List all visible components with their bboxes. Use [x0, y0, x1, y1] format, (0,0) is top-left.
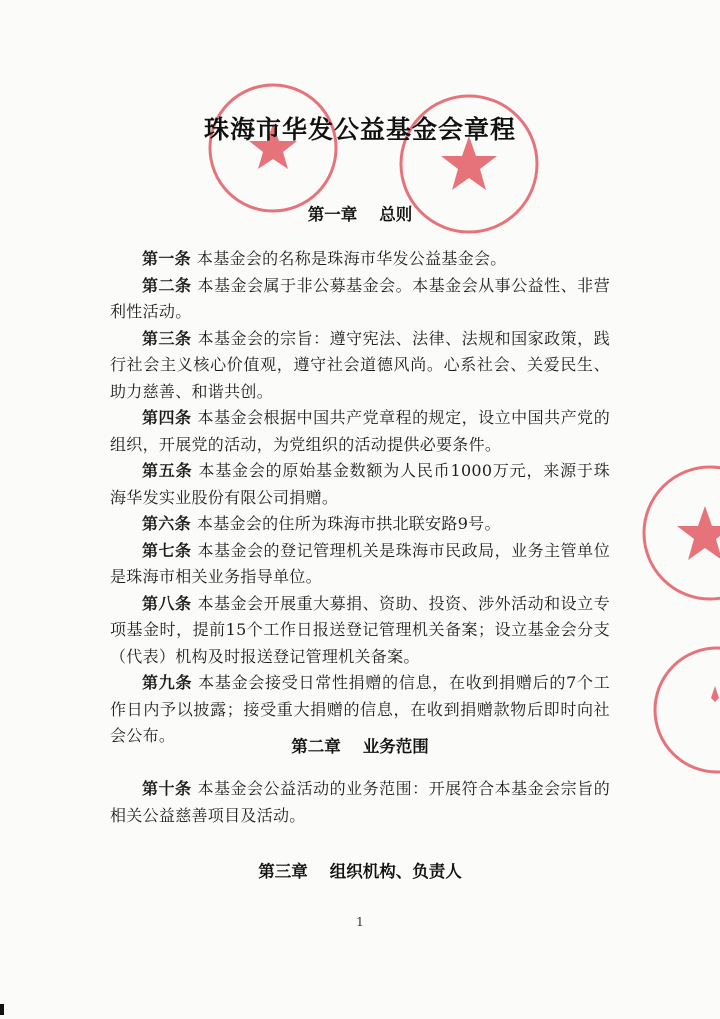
article [110, 511, 610, 538]
article [110, 591, 610, 671]
article [110, 538, 610, 591]
article-label: 第七条 [142, 540, 192, 560]
article-text: 本基金会的原始基金数额为人民币1000万元，来源于珠海华发实业股份有限公司捐赠。 [110, 461, 610, 507]
chapter-name: 业务范围 [362, 737, 429, 756]
scan-artifact [0, 1004, 4, 1015]
article-text: 本基金会的登记管理机关是珠海市民政局，业务主管单位是珠海市相关业务指导单位。 [110, 540, 610, 586]
article-label: 第三条 [142, 328, 192, 348]
chapter-heading-2 [0, 733, 720, 757]
article-text: 本基金会的宗旨：遵守宪法、法律、法规和国家政策，践行社会主义核心价值观，遵守社会道德风尚。心系社会、关爱民生、助力慈善、和谐共创。 [110, 328, 610, 401]
article [110, 273, 610, 326]
article-text: 本基金会的名称是珠海市华发公益基金会。 [196, 249, 507, 268]
civil-affairs-seal [205, 80, 341, 216]
article-label: 第八条 [142, 593, 192, 613]
document-title: 珠海市华发公益基金会章程 [203, 115, 516, 144]
chapter-heading-3 [0, 858, 720, 882]
article [110, 246, 610, 273]
article-label: 第六条 [142, 514, 191, 533]
page-number: 1 [356, 915, 364, 929]
article-text: 本基金会开展重大募捐、资助、投资、涉外活动和设立专项基金时，提前15个工作日报送登记管理机关备案；设立基金会分支（代表）机构及时报送登记管理机关备案。 [110, 593, 610, 666]
article-text: 本基金会属于非公募基金会。本基金会从事公益性、非营利性活动。 [110, 275, 610, 321]
article-text: 本基金会接受日常性捐赠的信息，在收到捐赠后的7个工作日内予以披露；接受重大捐赠的信息，在收到捐赠款物后即时向社会公布。 [110, 673, 610, 745]
article-label: 第四条 [142, 408, 192, 427]
chapter-1-articles [110, 246, 610, 750]
chapter-heading-1 [0, 201, 720, 225]
chapter-name: 总则 [379, 205, 413, 224]
chapter-number: 第三章 [258, 862, 308, 881]
article-text: 本基金会根据中国共产党章程的规定，设立中国共产党的组织，开展党的活动，为党组织的活动提供必要条件。 [110, 408, 610, 454]
article-label: 第九条 [142, 673, 193, 692]
chapter-number: 第二章 [291, 737, 341, 756]
chapter-2-articles [110, 776, 610, 829]
article [110, 405, 610, 458]
article-text: 本基金会公益活动的业务范围：开展符合本基金会宗旨的相关公益慈善项目及活动。 [110, 779, 610, 825]
article-label: 第五条 [142, 461, 193, 480]
foundation-seal-edge [645, 640, 720, 780]
article [110, 776, 610, 829]
article-label: 第二条 [142, 275, 192, 295]
article-label: 第十条 [142, 779, 192, 798]
article [110, 458, 610, 511]
article [110, 326, 610, 406]
civil-affairs-seal-edge [630, 458, 720, 608]
chapter-number: 第一章 [307, 205, 358, 224]
article-label: 第一条 [142, 249, 191, 268]
article-text: 本基金会的住所为珠海市拱北联安路9号。 [196, 514, 501, 533]
chapter-name: 组织机构、负责人 [329, 862, 462, 881]
